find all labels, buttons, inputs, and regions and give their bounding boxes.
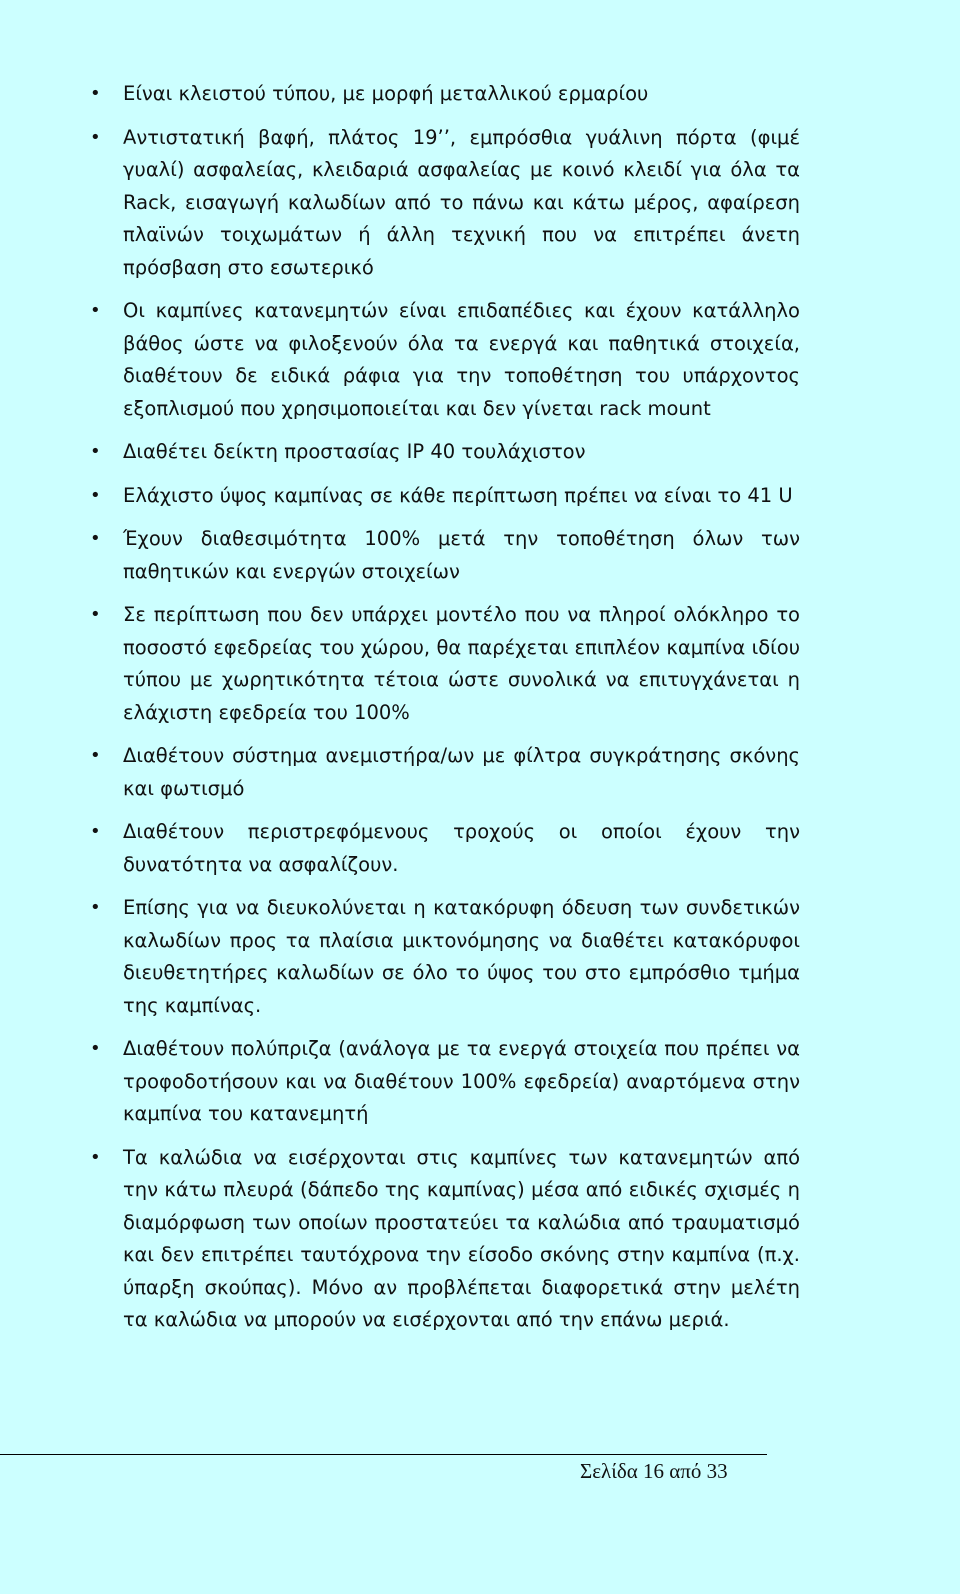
bullet-item-5: • Ελάχιστο ύψος καμπίνας σε κάθε περίπτωση πρέπει να είναι το 41 U: [90, 480, 800, 513]
page-number: Σελίδα 16 από 33: [580, 1459, 728, 1483]
requirements-bullet-list: [90, 78, 800, 1348]
bullet-item-7: • Σε περίπτωση που δεν υπάρχει μοντέλο που να πληροί ολόκληρο το ποσοστό εφεδρείας του χώρου, θα παρέχεται επιπλέον καμπίνα ιδίου τύπου με χωρητικότητα τέτοια ώστε συνολικά να επιτυγχάνεται η ελάχιστη εφεδρεία του 100%: [90, 599, 800, 729]
bullet-item-2: • Αντιστατική βαφή, πλάτος 19’’, εμπρόσθια γυάλινη πόρτα (φιμέ γυαλί) ασφαλείας, κλειδαριά ασφαλείας με κοινό κλειδί για όλα τα Rack, εισαγωγή καλωδίων από το πάνω και κάτω μέρος, αφαίρεση πλαϊνών τοιχωμάτων ή άλλη τεχνική που να επιτρέπει άνετη πρόσβαση στο εσωτερικό: [90, 122, 800, 285]
bullet-item-4: • Διαθέτει δείκτη προστασίας IP 40 τουλάχιστον: [90, 436, 800, 469]
bullet-item-11: • Διαθέτουν πολύπριζα (ανάλογα με τα ενεργά στοιχεία που πρέπει να τροφοδοτήσουν και να διαθέτουν 100% εφεδρεία) αναρτόμενα στην καμπίνα του κατανεμητή: [90, 1033, 800, 1131]
bullet-item-12: • Τα καλώδια να εισέρχονται στις καμπίνες των κατανεμητών από την κάτω πλευρά (δάπεδο της καμπίνας) μέσα από ειδικές σχισμές η διαμόρφωση των οποίων προστατεύει τα καλώδια από τραυματισμό και δεν επιτρέπει ταυτόχρονα την είσοδο σκόνης στην καμπίνα (π.χ. ύπαρξη σκούπας). Μόνο αν προβλέπεται διαφορετικά στην μελέτη τα καλώδια να μπορούν να εισέρχονται από την επάνω μεριά.: [90, 1142, 800, 1337]
bullet-item-3: • Οι καμπίνες κατανεμητών είναι επιδαπέδιες και έχουν κατάλληλο βάθος ώστε να φιλοξενούν όλα τα ενεργά και παθητικά στοιχεία, διαθέτουν δε ειδικά ράφια για την τοποθέτηση του υπάρχοντος εξοπλισμού που χρησιμοποιείται και δεν γίνεται rack mount: [90, 295, 800, 425]
footer-divider: [0, 1454, 767, 1455]
bullet-item-6: • Έχουν διαθεσιμότητα 100% μετά την τοποθέτηση όλων των παθητικών και ενεργών στοιχείων: [90, 523, 800, 588]
bullet-item-8: • Διαθέτουν σύστημα ανεμιστήρα/ων με φίλτρα συγκράτησης σκόνης και φωτισμό: [90, 740, 800, 805]
bullet-item-10: • Επίσης για να διευκολύνεται η κατακόρυφη όδευση των συνδετικών καλωδίων προς τα πλαίσια μικτονόμησης να διαθέτει κατακόρυφοι διευθετητήρες καλωδίων σε όλο το ύψος του στο εμπρόσθιο τμήμα της καμπίνας.: [90, 892, 800, 1022]
bullet-item-1: • Είναι κλειστού τύπου, με μορφή μεταλλικού ερμαρίου: [90, 78, 800, 111]
bullet-item-9: • Διαθέτουν περιστρεφόμενους τροχούς οι οποίοι έχουν την δυνατότητα να ασφαλίζουν.: [90, 816, 800, 881]
